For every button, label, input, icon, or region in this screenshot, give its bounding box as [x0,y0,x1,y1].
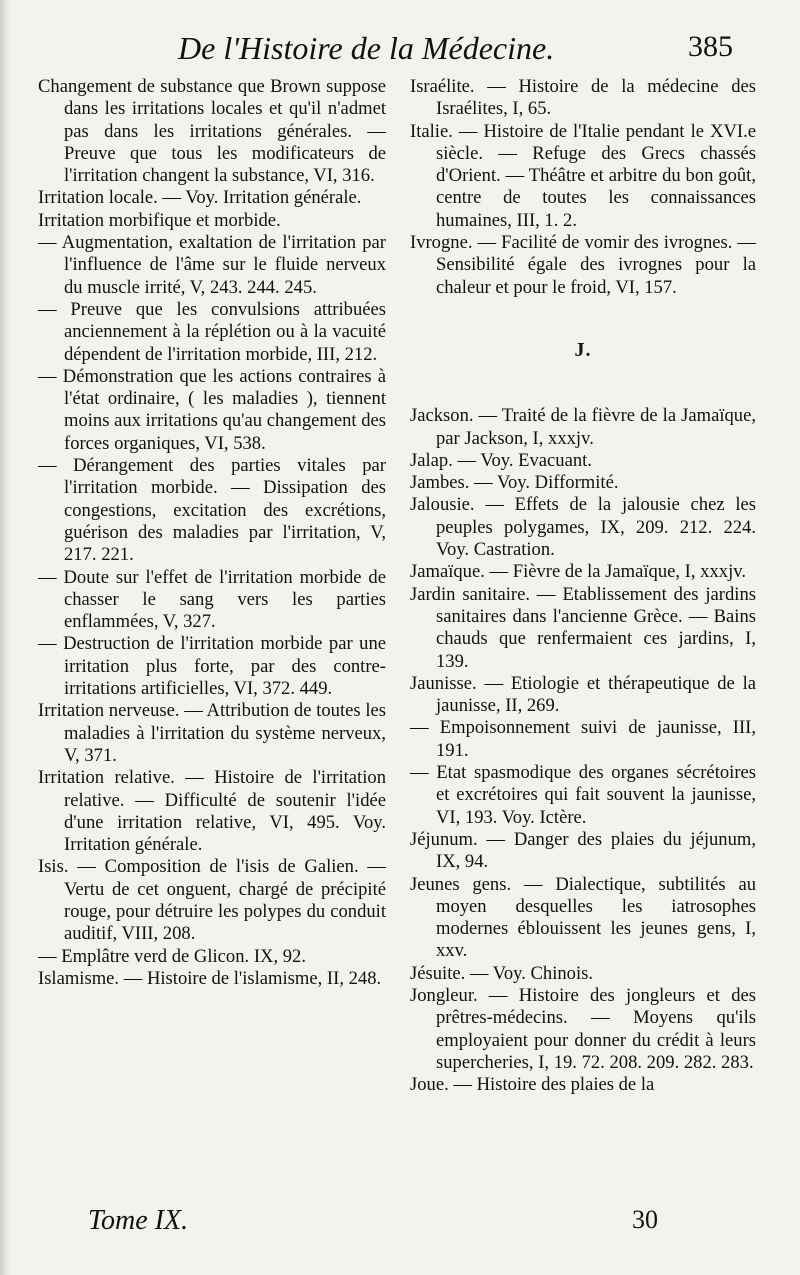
index-entry: — Preuve que les convulsions attribuées anciennement à la réplétion ou à la vacuité dépendent de l'irritation morbide, III, 212. [38,298,386,365]
running-title: De l'Histoire de la Médecine. [178,30,555,66]
gutter-shadow [0,0,10,1275]
index-entry: Jambes. — Voy. Difformité. [410,472,619,494]
index-entry: Jaunisse. — Etiologie et thérapeutique de la jaunisse, II, 269. [410,672,756,717]
index-entry: Isis. — Composition de l'isis de Galien. — Vertu de cet onguent, chargé de précipité rouge, pour détruire les polypes du conduit auditif, VIII, 208. [38,856,386,945]
index-entry: Joue. — Histoire des plaies de la [410,1074,655,1096]
index-entry: Ivrogne. — Facilité de vomir des ivrognes. — Sensibilité égale des ivrognes pour la chaleur et pour le froid, VI, 157. [410,232,756,298]
index-entry: Jalousie. — Effets de la jalousie chez les peuples polygames, IX, 209. 212. 224. Voy. Castration. [410,494,756,561]
index-entry: Jongleur. — Histoire des jongleurs et des prêtres-médecins. — Moyens qu'ils employaient pour donner du crédit à leurs supercheries, I, 19. 72. 208. 209. 282. 283. [410,984,756,1073]
index-entry: — Empoisonnement suivi de jaunisse, III, 191. [410,717,756,761]
index-entry: Jalap. — Voy. Evacuant. [410,449,592,471]
index-entry: Irritation locale. — Voy. Irritation générale. [38,187,362,209]
index-entry: Israélite. — Histoire de la médecine des Israélites, I, 65. [410,76,756,120]
letter-heading: J. [574,338,592,361]
index-entry: Jackson. — Traité de la fièvre de la Jamaïque, par Jackson, I, xxxjv. [410,405,756,449]
index-entry: — Dérangement des parties vitales par l'irritation morbide. — Dissipation des congestions, excitation des excrétions, guérison des maladies par l'irritation, V, 217. 221. [38,455,386,566]
page-header [0,30,800,80]
index-entry: Changement de substance que Brown suppose dans les irritations locales et qu'il n'admet pas dans les irritations générales. — Preuve que tous les modificateurs de l'irritation changent la substance, VI, 316. [38,76,386,187]
index-entry: Islamisme. — Histoire de l'islamisme, II, 248. [38,967,382,989]
index-entry: — Démonstration que les actions contraires à l'état ordinaire, ( les maladies ), tiennent moins aux irritations qu'au changement des forces organiques, VI, 538. [38,365,386,454]
signature-mark: 30 [632,1205,658,1234]
index-entry: Jésuite. — Voy. Chinois. [410,962,594,984]
index-entry: Italie. — Histoire de l'Italie pendant le XVI.e siècle. — Refuge des Grecs chassés d'Orient. — Théâtre et arbitre du bon goût, centre de toutes les connaissances humaines, III, 1. 2. [410,120,756,231]
index-entry: Irritation relative. — Histoire de l'irritation relative. — Difficulté de soutenir l'idée d'une irritation relative, VI, 495. Voy. Irritation générale. [38,767,386,856]
index-entry: — Emplâtre verd de Glicon. IX, 92. [38,945,306,967]
volume-label: Tome IX. [88,1205,189,1236]
index-entry: Jeunes gens. — Dialectique, subtilités au moyen desquelles les iatrosophes modernes éblouissent les jeunes gens, I, xxv. [410,873,756,962]
page-number: 385 [688,30,733,63]
left-column [38,76,386,990]
index-entry: — Destruction de l'irritation morbide par une irritation plus forte, par des contre-irritations artificielles, VI, 372. 449. [38,633,386,700]
right-column [410,76,756,1096]
index-entry: — Doute sur l'effet de l'irritation morbide de chasser le sang vers les parties enflammées, V, 327. [38,566,386,633]
index-entry: Irritation morbifique et morbide. [38,209,281,231]
index-entry: Jéjunum. — Danger des plaies du jéjunum, IX, 94. [410,828,756,873]
index-entry: Jardin sanitaire. — Etablissement des jardins sanitaires dans l'ancienne Grèce. — Bains chauds que renfermaient ces jardins, I, 139. [410,583,756,672]
index-entry: — Etat spasmodique des organes sécrétoires et excrétoires qui fait souvent la jaunisse, VI, 193. Voy. Ictère. [410,762,756,828]
index-entry: — Augmentation, exaltation de l'irritation par l'influence de l'âme sur le fluide nerveux du muscle irrité, V, 243. 244. 245. [38,232,386,298]
index-entry: Jamaïque. — Fièvre de la Jamaïque, I, xxxjv. [410,561,746,583]
page-footer [0,1205,800,1245]
index-entry: Irritation nerveuse. — Attribution de toutes les maladies à l'irritation du système nerveux, V, 371. [38,700,386,766]
